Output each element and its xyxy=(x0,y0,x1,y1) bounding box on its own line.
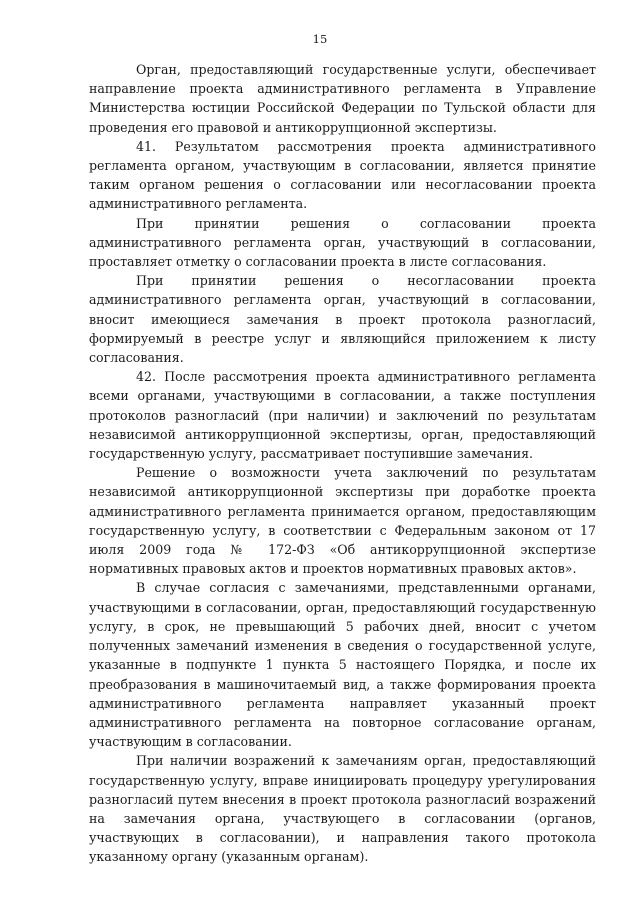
paragraph: При наличии возражений к замечаниям орган, предоставляющий государственную услугу, вправе инициировать процедуру урегулирования разногласий путем внесения в проект протокола разногласий возражений на замечания органа, участвующего в согласовании (органов, участвующих в согласовании), и направления такого протокола указанному органу (указанным органам). xyxy=(89,753,596,865)
page-number: 15 xyxy=(312,32,328,46)
paragraph: Орган, предоставляющий государственные услуги, обеспечивает направление проекта административного регламента в Управление Министерства юстиции Российской Федерации по Тульской области для проведения его правовой и антикоррупционной экспертизы. xyxy=(89,62,596,135)
paragraph: 42. После рассмотрения проекта административного регламента всеми органами, участвующими в согласовании, а также поступления протоколов разногласий (при наличии) и заключений по результатам независимой антикоррупционной экспертизы, орган, предоставляющий государственную услугу, рассматривает поступившие замечания. xyxy=(89,369,596,462)
paragraph: При принятии решения о согласовании проекта административного регламента орган, участвующий в согласовании, проставляет отметку о согласовании проекта в листе согласования. xyxy=(89,215,596,270)
paragraph: В случае согласия с замечаниями, представленными органами, участвующими в согласовании, орган, предоставляющий государственную услугу, в срок, не превышающий 5 рабочих дней, вносит с учетом полученных замечаний изменения в сведения о государственной услуге, указанные в подпункте 1 пункта 5 настоящего Порядка, и после их преобразования в машиночитаемый вид, а также формирования проекта административного регламента направляет указанный проект административного регламента на повторное согласование органам, участвующим в согласовании. xyxy=(89,580,596,750)
paragraph: При принятии решения о несогласовании проекта административного регламента орган, участвующий в согласовании, вносит имеющиеся замечания в проект протокола разногласий, формируемый в реестре услуг и являющийся приложением к листу согласования. xyxy=(89,273,596,366)
paragraph: 41. Результатом рассмотрения проекта административного регламента органом, участвующим в согласовании, является принятие таким органом решения о согласовании или несогласовании проекта административного регламента. xyxy=(89,138,596,212)
document-body xyxy=(89,60,596,867)
paragraph: Решение о возможности учета заключений по результатам независимой антикоррупционной экспертизы при доработке проекта административного регламента принимается органом, предоставляющим государственную услугу, в соответствии с Федеральным законом от 17 июля 2009 года № 172-ФЗ «Об антикоррупционной экспертизе нормативных правовых актов и проектов нормативных правовых актов». xyxy=(89,465,596,577)
